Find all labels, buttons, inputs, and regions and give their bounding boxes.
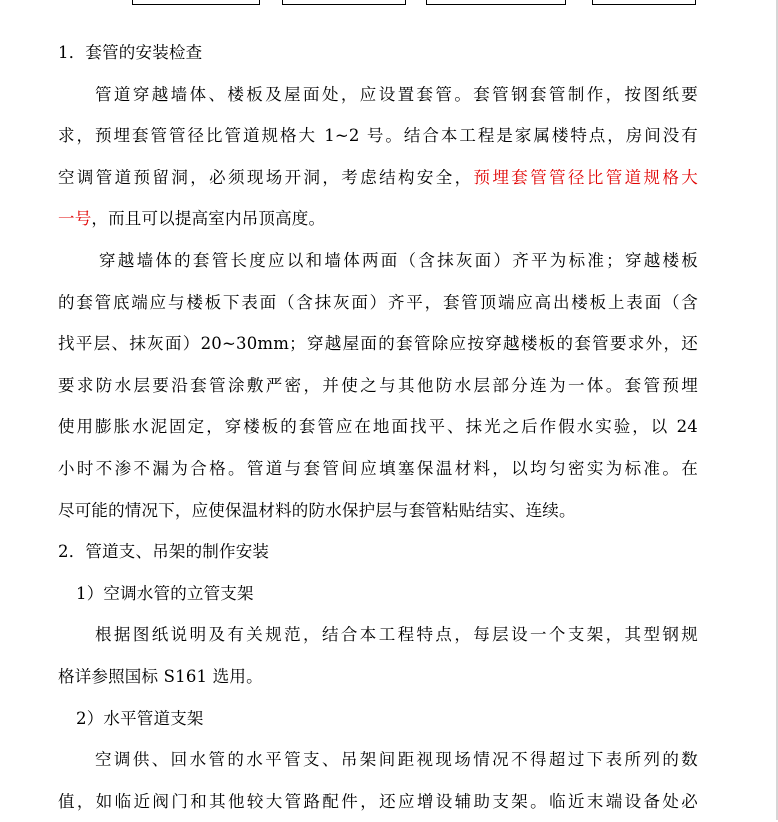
text-line: 要求防水层要沿套管涂敷严密，并使之与其他防水层部分连为一体。套管预埋 bbox=[58, 375, 698, 395]
highlighted-text: 预埋套管管径比管道规格大 bbox=[473, 167, 698, 187]
text-line: 小时不渗不漏为合格。管道与套管间应填塞保温材料，以均匀密实为标准。在 bbox=[58, 458, 698, 478]
section-2-heading: 2．管道支、吊架的制作安装 bbox=[58, 542, 270, 562]
highlighted-text: 一号 bbox=[58, 209, 92, 229]
table-cell-stub bbox=[426, 0, 566, 5]
text-line: 管道穿越墙体、楼板及屋面处，应设置套管。套管钢套管制作，按图纸要 bbox=[95, 84, 698, 104]
table-cell-stub bbox=[132, 0, 260, 5]
text-line: 格详参照国标 S161 选用。 bbox=[58, 666, 263, 686]
text-line: 空调供、回水管的水平管支、吊架间距视现场情况不得超过下表所列的数 bbox=[95, 750, 698, 770]
table-cell-stub bbox=[282, 0, 406, 5]
subsection-2-paragraph bbox=[58, 739, 698, 822]
table-cell-stub bbox=[592, 0, 696, 5]
text-span: 空调管道预留洞，必须现场开洞，考虑结构安全， bbox=[58, 167, 474, 187]
section-1-heading: 1．套管的安装检查 bbox=[58, 43, 203, 62]
document-body bbox=[58, 32, 698, 822]
subsection-1-heading: 1）空调水管的立管支架 bbox=[76, 583, 254, 603]
subsection-1-paragraph bbox=[58, 614, 698, 697]
text-line: 尽可能的情况下，应使保温材料的防水保护层与套管粘贴结实、连续。 bbox=[58, 500, 576, 520]
section-1-paragraph-2 bbox=[58, 240, 698, 531]
text-line: 穿越墙体的套管长度应以和墙体两面（含抹灰面）齐平为标准；穿越楼板 bbox=[99, 250, 698, 270]
text-line: 求，预埋套管管径比管道规格大 1~2 号。结合本工程是家属楼特点，房间没有 bbox=[58, 126, 698, 146]
text-line: 使用膨胀水泥固定，穿楼板的套管应在地面找平、抹光之后作假水实验，以 24 bbox=[58, 417, 698, 437]
section-1-paragraph-1 bbox=[58, 74, 698, 240]
text-line: 找平层、抹灰面）20~30mm；穿越屋面的套管除应按穿越楼板的套管要求外，还 bbox=[58, 334, 698, 354]
subsection-2-heading: 2）水平管道支架 bbox=[76, 708, 204, 728]
text-line bbox=[58, 198, 698, 240]
text-line: 的套管底端应与楼板下表面（含抹灰面）齐平，套管顶端应高出楼板上表面（含 bbox=[58, 292, 698, 312]
text-span: ，而且可以提高室内吊顶高度。 bbox=[91, 209, 326, 229]
text-line: 根据图纸说明及有关规范，结合本工程特点，每层设一个支架，其型钢规 bbox=[95, 625, 698, 645]
text-line: 值，如临近阀门和其他较大管路配件，还应增设辅助支架。临近末端设备处必 bbox=[58, 791, 698, 811]
text-line bbox=[58, 157, 698, 199]
